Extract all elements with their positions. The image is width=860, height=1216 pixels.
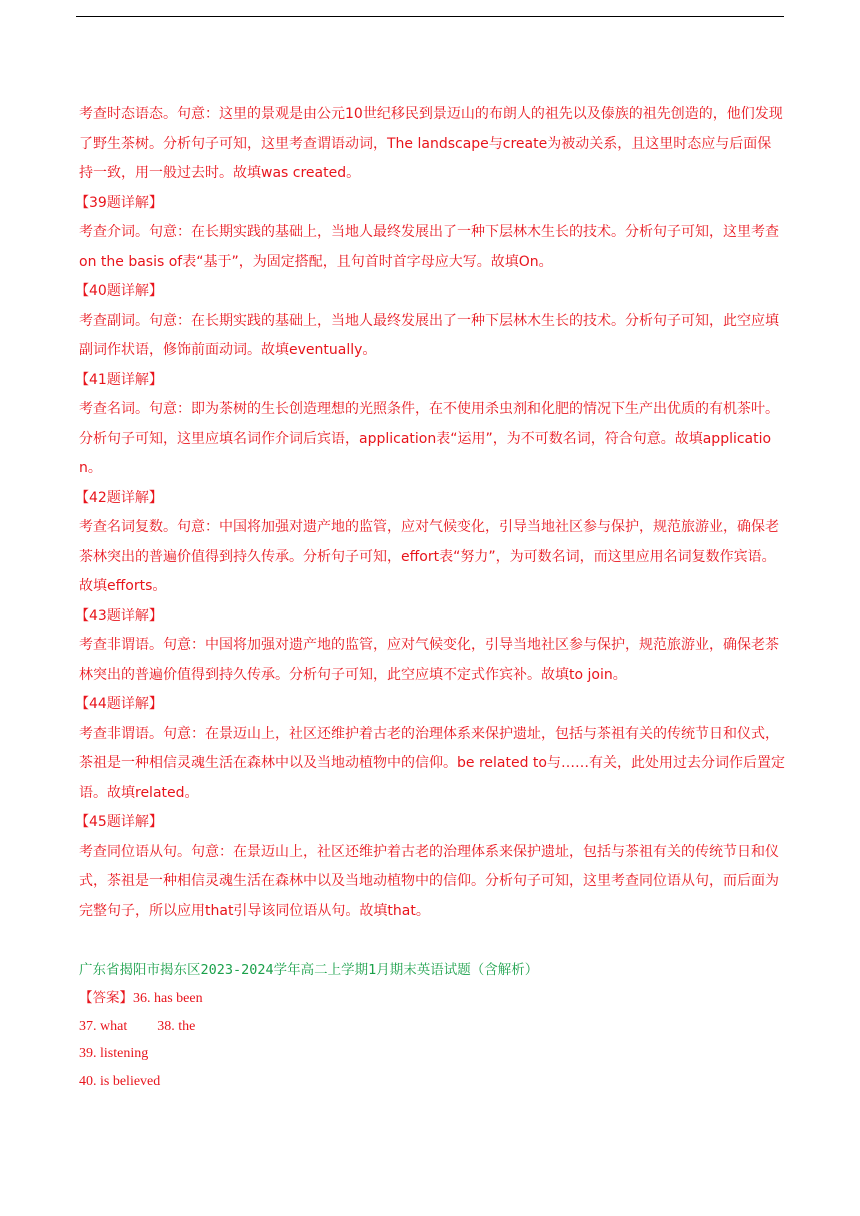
question-heading-43: 【43题详解】 — [75, 607, 163, 624]
question-heading-42: 【42题详解】 — [75, 489, 163, 506]
answer-block — [79, 985, 203, 1095]
explanation-paragraph: 考查非谓语。句意：中国将加强对遗产地的监管，应对气候变化，引导当地社区参与保护，规范旅游业，确保老茶林突出的普遍价值得到持久传承。分析句子可知，此空应填不定式作宾补。故填to join。 — [79, 637, 779, 683]
explanation-paragraph: 考查介词。句意：在长期实践的基础上，当地人最终发展出了一种下层林木生长的技术。分析句子可知，这里考查on the basis of表“基于”，为固定搭配，且句首时首字母应大写。故填On。 — [79, 224, 779, 270]
question-heading-39: 【39题详解】 — [75, 194, 163, 211]
explanation-paragraph: 考查名词复数。句意：中国将加强对遗产地的监管，应对气候变化，引导当地社区参与保护，规范旅游业，确保老茶林突出的普遍价值得到持久传承。分析句子可知，effort表“努力”，为可数名词，而这里应用名词复数作宾语。故填efforts。 — [79, 519, 779, 594]
explanation-section — [75, 100, 785, 926]
question-heading-41: 【41题详解】 — [75, 371, 163, 388]
explanation-paragraph: 考查同位语从句。句意：在景迈山上，社区还维护着古老的治理体系来保护遗址，包括与茶祖有关的传统节日和仪式，茶祖是一种相信灵魂生活在森林中以及当地动植物中的信仰。分析句子可知，这里考查同位语从句，而后面为完整句子，所以应用that引导该同位语从句。故填that。 — [79, 843, 779, 919]
question-heading-44: 【44题详解】 — [75, 696, 163, 712]
answer-row — [79, 1013, 203, 1041]
header-rule — [76, 16, 784, 17]
answer-37: 37. what — [79, 1018, 128, 1034]
answer-row — [79, 1068, 203, 1096]
answer-tag: 【答案】 — [79, 990, 133, 1006]
question-heading-45: 【45题详解】 — [75, 814, 163, 830]
explanation-paragraph: 考查时态语态。句意：这里的景观是由公元10世纪移民到景迈山的布朗人的祖先以及傣族的祖先创造的，他们发现了野生茶树。分析句子可知，这里考查谓语动词，The landscape与create为被动关系，且这里时态应与后面保持一致，用一般过去时。故填was created。 — [79, 106, 783, 181]
answer-39: 39. listening — [79, 1046, 149, 1061]
answer-38: 38. the — [157, 1018, 196, 1034]
answer-40: 40. is believed — [79, 1073, 161, 1089]
answer-36: 36. has been — [133, 991, 203, 1006]
answer-row — [79, 1040, 203, 1068]
answer-row — [79, 985, 203, 1013]
explanation-paragraph: 考查名词。句意：即为茶树的生长创造理想的光照条件，在不使用杀虫剂和化肥的情况下生产出优质的有机茶叶。分析句子可知，这里应填名词作介词后宾语，application表“运用”，为不可数名词，符合句意。故填application。 — [79, 401, 779, 476]
explanation-paragraph: 考查非谓语。句意：在景迈山上，社区还维护着古老的治理体系来保护遗址，包括与茶祖有关的传统节日和仪式，茶祖是一种相信灵魂生活在森林中以及当地动植物中的信仰。be related to与……有关，此处用过去分词作后置定语。故填related。 — [79, 725, 785, 801]
question-heading-40: 【40题详解】 — [75, 283, 163, 299]
explanation-paragraph: 考查副词。句意：在长期实践的基础上，当地人最终发展出了一种下层林木生长的技术。分析句子可知，此空应填副词作状语，修饰前面动词。故填eventually。 — [79, 312, 779, 358]
exam-source-title: 广东省揭阳市揭东区2023-2024学年高二上学期1月期末英语试题（含解析） — [79, 962, 539, 978]
